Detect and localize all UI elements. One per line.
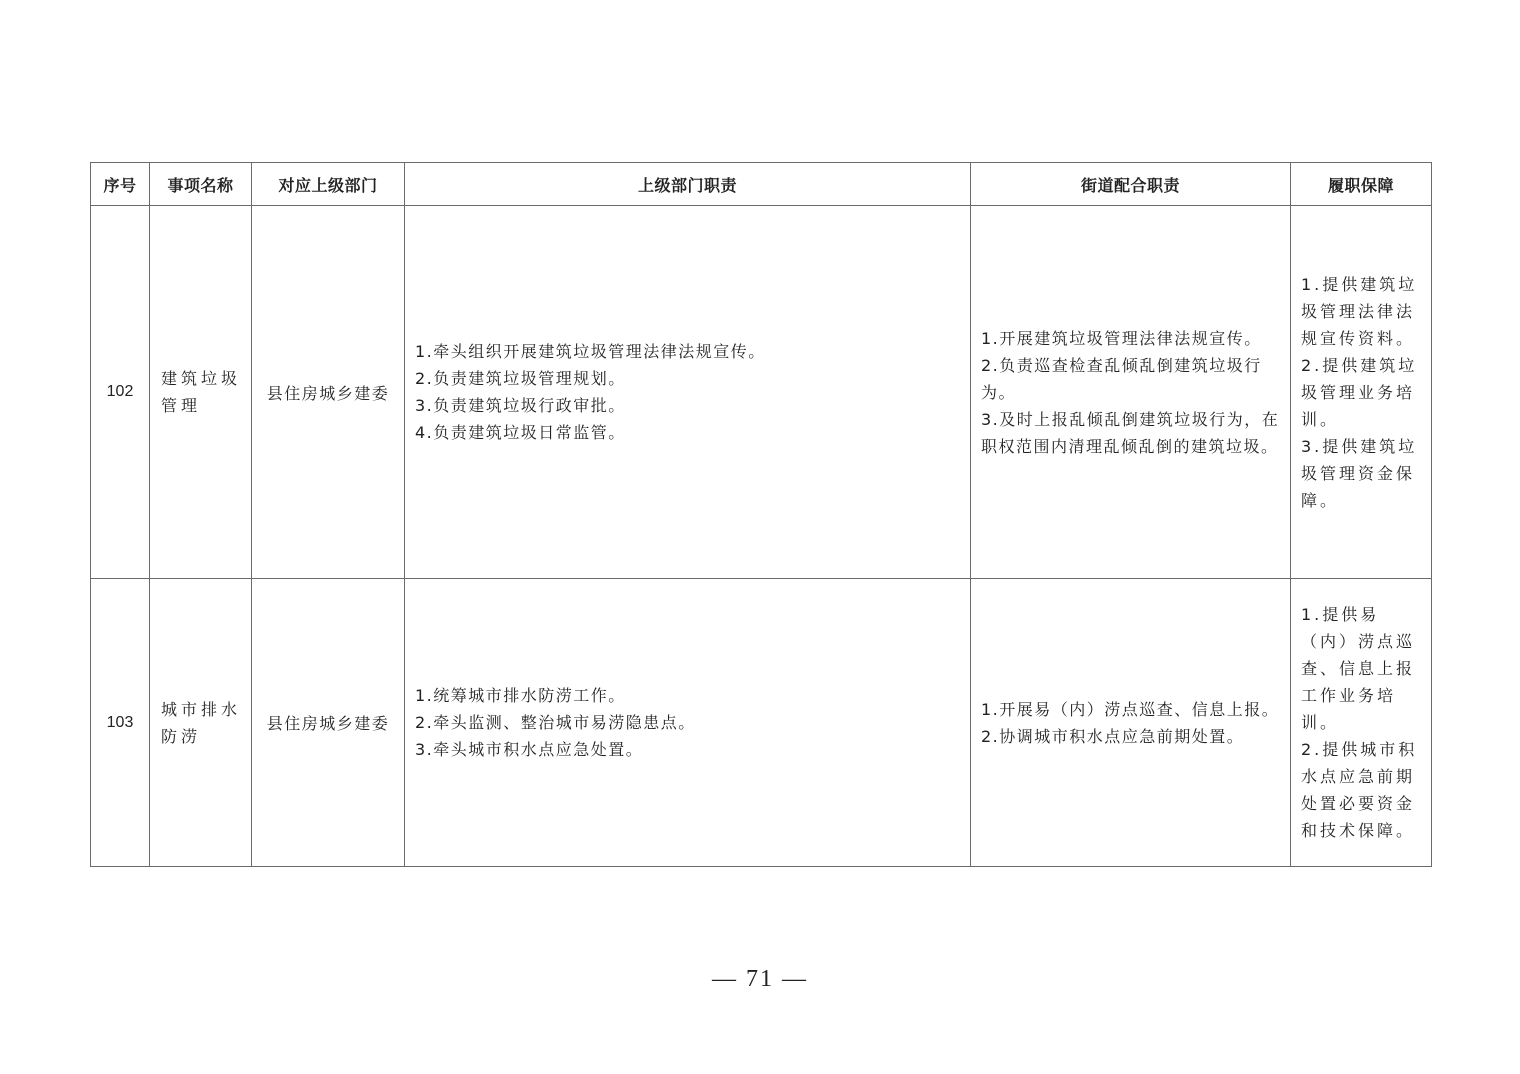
page-number: — 71 — [712,966,808,992]
guarantee-line: 2.提供城市积水点应急前期处置必要资金和技术保障。 [1301,740,1418,840]
upper-duty-line: 2.牵头监测、整治城市易涝隐患点。 [415,713,696,732]
upper-duty-line: 4.负责建筑垃圾日常监管。 [415,423,626,442]
guarantee-line: 1.提供建筑垃圾管理法律法规宣传资料。 [1301,274,1418,348]
street-duties-cell [971,206,1291,579]
street-duty-line: 2.负责巡查检查乱倾乱倒建筑垃圾行为。 [981,355,1262,402]
guarantees-cell [1291,579,1432,867]
street-duty-line: 2.协调城市积水点应急前期处置。 [981,726,1245,746]
guarantee-line: 3.提供建筑垃圾管理资金保障。 [1301,436,1418,510]
street-duty-line: 3.及时上报乱倾乱倒建筑垃圾行为，在职权范围内清理乱倾乱倒的建筑垃圾。 [981,409,1280,456]
header-item-name: 事项名称 [150,163,252,206]
street-duty-line: 1.开展建筑垃圾管理法律法规宣传。 [981,328,1262,348]
header-no: 序号 [91,163,150,206]
upper-duty-line: 3.负责建筑垃圾行政审批。 [415,396,626,415]
row-number: 102 [91,206,150,579]
street-duty-line: 1.开展易（内）涝点巡查、信息上报。 [981,699,1280,719]
header-upper-duties: 上级部门职责 [405,163,971,206]
header-guarantees: 履职保障 [1291,163,1432,206]
table-row [91,206,1432,579]
street-duties-cell [971,579,1291,867]
upper-duty-line: 3.牵头城市积水点应急处置。 [415,740,644,759]
upper-duties-cell [405,579,971,867]
header-street-duties: 街道配合职责 [971,163,1291,206]
guarantee-line: 2.提供建筑垃圾管理业务培训。 [1301,355,1418,429]
guarantee-line: 1.提供易（内）涝点巡查、信息上报工作业务培训。 [1301,605,1416,732]
item-name: 城市排水防涝 [150,579,252,867]
guarantees-cell [1291,206,1432,579]
duty-table [90,162,1432,867]
table-row [91,579,1432,867]
upper-duties-cell [405,206,971,579]
upper-duty-line: 1.统筹城市排水防涝工作。 [415,686,626,705]
upper-duty-line: 2.负责建筑垃圾管理规划。 [415,369,626,388]
header-dept: 对应上级部门 [252,163,405,206]
item-name: 建筑垃圾管理 [150,206,252,579]
row-number: 103 [91,579,150,867]
dept-name: 县住房城乡建委 [252,579,405,867]
dept-name: 县住房城乡建委 [252,206,405,579]
table-header-row [91,163,1432,206]
upper-duty-line: 1.牵头组织开展建筑垃圾管理法律法规宣传。 [415,342,766,361]
